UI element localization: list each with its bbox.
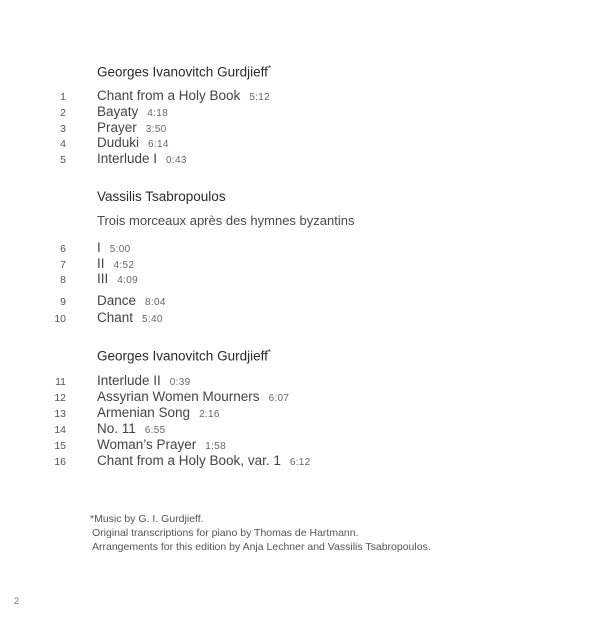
track-row: [97, 389, 289, 404]
asterisk: *: [267, 348, 271, 357]
track-title: Assyrian Women Mourners: [97, 389, 260, 404]
track-duration: 4:09: [117, 275, 138, 286]
track-duration: 2:16: [199, 409, 220, 420]
track-number: 15: [54, 440, 66, 452]
track-title: Interlude II: [97, 373, 161, 388]
track-number: 7: [60, 259, 66, 271]
track-row: [97, 421, 165, 436]
track-duration: 3:50: [145, 124, 167, 135]
track-number: 6: [60, 243, 66, 255]
track-number: 16: [54, 456, 66, 468]
track-row: [97, 240, 130, 255]
track-duration: 6:14: [148, 139, 169, 150]
track-row: [97, 88, 270, 103]
track-duration: 6:55: [144, 425, 166, 436]
composer-heading: [97, 348, 271, 364]
track-title: Armenian Song: [97, 405, 191, 420]
track-duration: 4:18: [147, 108, 168, 119]
track-number: 11: [55, 376, 66, 388]
track-title: Woman’s Prayer: [97, 437, 197, 452]
track-number: 4: [60, 138, 66, 150]
track-row: [97, 256, 134, 271]
track-title: No. 11: [97, 421, 136, 436]
track-duration: 4:52: [113, 260, 135, 271]
track-number: 9: [60, 296, 66, 308]
track-row: [97, 271, 138, 286]
track-title: Duduki: [97, 135, 140, 150]
track-duration: 0:43: [166, 155, 187, 166]
track-number: 5: [60, 154, 66, 166]
footnote-line: *Music by G. I. Gurdjieff.: [90, 513, 204, 525]
track-duration: 8:04: [145, 297, 166, 308]
track-title: I: [97, 240, 101, 255]
track-number: 13: [54, 408, 66, 420]
track-row: [97, 405, 220, 420]
track-title: Dance: [97, 293, 137, 308]
track-number: 8: [60, 274, 66, 286]
track-duration: 6:12: [289, 457, 311, 468]
track-row: [97, 151, 187, 166]
footnote-line: Arrangements for this edition by Anja Lechner and Vassilis Tsabropoulos.: [92, 541, 431, 553]
track-title: Chant from a Holy Book, var. 1: [97, 453, 281, 468]
track-title: Interlude I: [97, 151, 158, 166]
track-number: 3: [60, 123, 66, 135]
track-duration: 5:12: [249, 92, 270, 103]
track-duration: 0:39: [169, 377, 191, 388]
track-row: [97, 453, 311, 468]
composer-name: Georges Ivanovitch Gurdjieff: [97, 64, 268, 80]
track-number: 10: [54, 313, 66, 325]
composer-heading: [97, 64, 271, 80]
track-title: Chant from a Holy Book: [97, 88, 241, 103]
track-title: Chant: [97, 310, 134, 325]
track-duration: 5:40: [142, 314, 163, 325]
track-duration: 6:07: [268, 393, 290, 404]
footnote-line: Original transcriptions for piano by Thomas de Hartmann.: [92, 527, 359, 539]
track-row: [97, 293, 166, 308]
composer-heading: Vassilis Tsabropoulos: [97, 189, 226, 204]
track-number: 14: [54, 424, 66, 436]
track-number: 12: [54, 392, 66, 404]
track-row: [97, 437, 226, 452]
track-title: III: [97, 271, 109, 286]
track-title: Bayaty: [97, 104, 139, 119]
track-row: [97, 120, 166, 135]
track-duration: 1:58: [205, 441, 226, 452]
composer-name: Georges Ivanovitch Gurdjieff: [97, 348, 268, 364]
track-row: [97, 373, 190, 388]
track-row: [97, 104, 168, 119]
track-row: [97, 135, 169, 150]
track-number: 2: [60, 107, 66, 119]
track-title: II: [97, 256, 105, 271]
track-row: [97, 310, 163, 325]
page-number: 2: [14, 596, 20, 606]
track-title: Prayer: [97, 120, 137, 135]
track-duration: 5:00: [109, 244, 131, 255]
asterisk: *: [267, 64, 271, 73]
track-number: 1: [60, 91, 66, 103]
work-title: Trois morceaux après des hymnes byzantins: [97, 213, 355, 228]
